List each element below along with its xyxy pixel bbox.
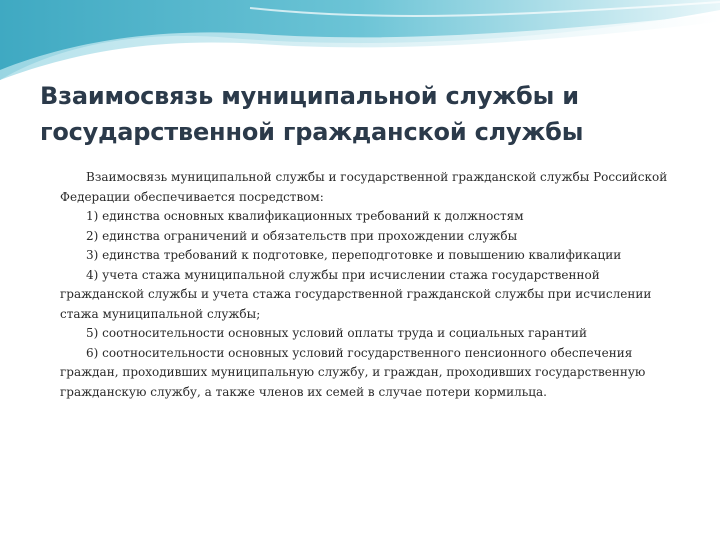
intro-paragraph: Взаимосвязь муниципальной службы и государственной гражданской службы Российской Федерации обеспечивается посредством: bbox=[60, 170, 668, 204]
list-item: 2) единства ограничений и обязательств при прохождении службы bbox=[86, 228, 518, 243]
list-item: 4) учета стажа муниципальной службы при исчислении стажа государственной гражданской службы и учета стажа государственной гражданской службы при исчислении стажа муниципальной службы; bbox=[60, 267, 652, 321]
list-item: 6) соотносительности основных условий государственного пенсионного обеспечения граждан, проходивших муниципальную службу, и граждан, проходивших государственную гражданскую службу, а также членов их семей в случае потери кормильца. bbox=[60, 345, 646, 399]
list-item: 1) единства основных квалификационных требований к должностям bbox=[86, 209, 524, 223]
slide-title bbox=[40, 78, 680, 150]
header-wave-decoration bbox=[0, 0, 720, 80]
slide-body bbox=[60, 168, 670, 402]
list-item: 5) соотносительности основных условий оплаты труда и социальных гарантий bbox=[86, 326, 587, 340]
slide-title-line-2: государственной гражданской службы bbox=[40, 118, 584, 146]
list-item: 3) единства требований к подготовке, переподготовке и повышению квалификации bbox=[86, 248, 622, 262]
slide-title-line-1: Взаимосвязь муниципальной службы и bbox=[40, 82, 579, 110]
